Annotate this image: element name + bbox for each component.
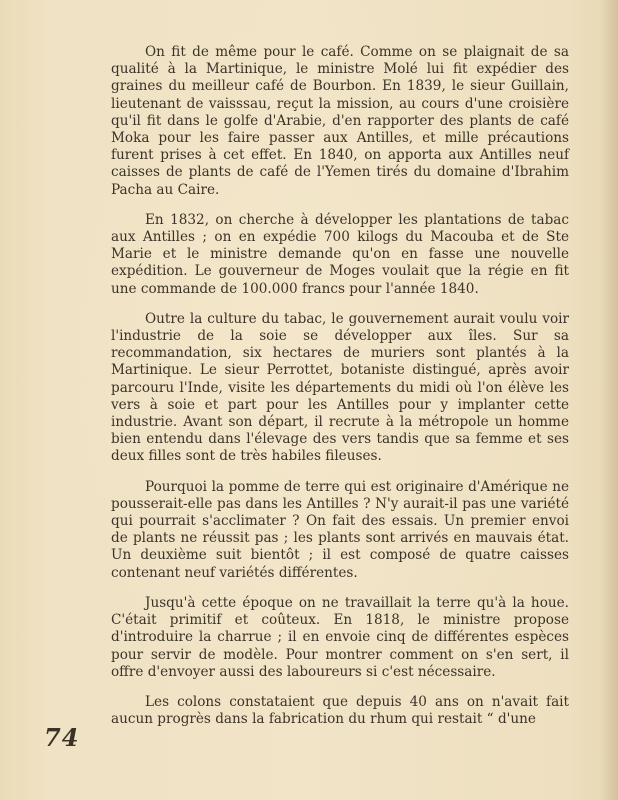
paragraph-silk: Outre la culture du tabac, le gouvernement aurait voulu voir l'industrie de la soie se développer aux îles. Sur sa recommandation, six hectares de muriers sont plantés à la Martinique. Le sieur Perrottet, botaniste distingué, après avoir parcouru l'Inde, visite les départements du midi où l'on élève les vers à soie et part pour les Antilles pour y implanter cette industrie. Avant son départ, il recrute à la métropole un homme bien entendu dans l'élevage des vers tandis que sa femme et ses deux filles sont de très habiles fileuses. [111,310,569,465]
paragraph-rum: Les colons constataient que depuis 40 ans on n'avait fait aucun progrès dans la fabrication du rhum qui restait “ d'une [111,693,569,728]
page-edge-shadow [600,0,618,800]
body-text [111,44,569,728]
paragraph-plough: Jusqu'à cette époque on ne travaillait la terre qu'à la houe. C'était primitif et coûteux. En 1818, le ministre propose d'introduire la charrue ; il en envoie cinq de différentes espèces pour servir de modèle. Pour montrer comment on s'en sert, il offre d'envoyer aussi des laboureurs si c'est nécessaire. [111,594,569,680]
page-number: 74 [44,723,80,752]
paragraph-potato: Pourquoi la pomme de terre qui est originaire d'Amérique ne pousserait-elle pas dans les Antilles ? N'y aurait-il pas une variété qui pourrait s'acclimater ? On fait des essais. Un premier envoi de plants ne réussit pas ; les plants sont arrivés en mauvais état. Un deuxième suit bientôt ; il est composé de quatre caisses contenant neuf variétés différentes. [111,478,569,581]
paragraph-tobacco: En 1832, on cherche à développer les plantations de tabac aux Antilles ; on en expédie 700 kilogs du Macouba et de Ste Marie et le ministre demande qu'on en fasse une nouvelle expédition. Le gouverneur de Moges voulait que la régie en fit une commande de 100.000 francs pour l'année 1840. [111,211,569,297]
paragraph-coffee: On fit de même pour le café. Comme on se plaignait de sa qualité à la Martinique, le ministre Molé lui fit expédier des graines du meilleur café de Bourbon. En 1839, le sieur Guillain, lieutenant de vaisssau, reçut la mission, au cours d'une croisière qu'il fit dans le golfe d'Arabie, d'en rapporter des plants de café Moka pour les faire passer aux Antilles, et mille précautions furent prises à cet effet. En 1840, on apporta aux Antilles neuf caisses de plants de café de l'Yemen tirés du domaine d'Ibrahim Pacha au Caire. [111,44,569,198]
